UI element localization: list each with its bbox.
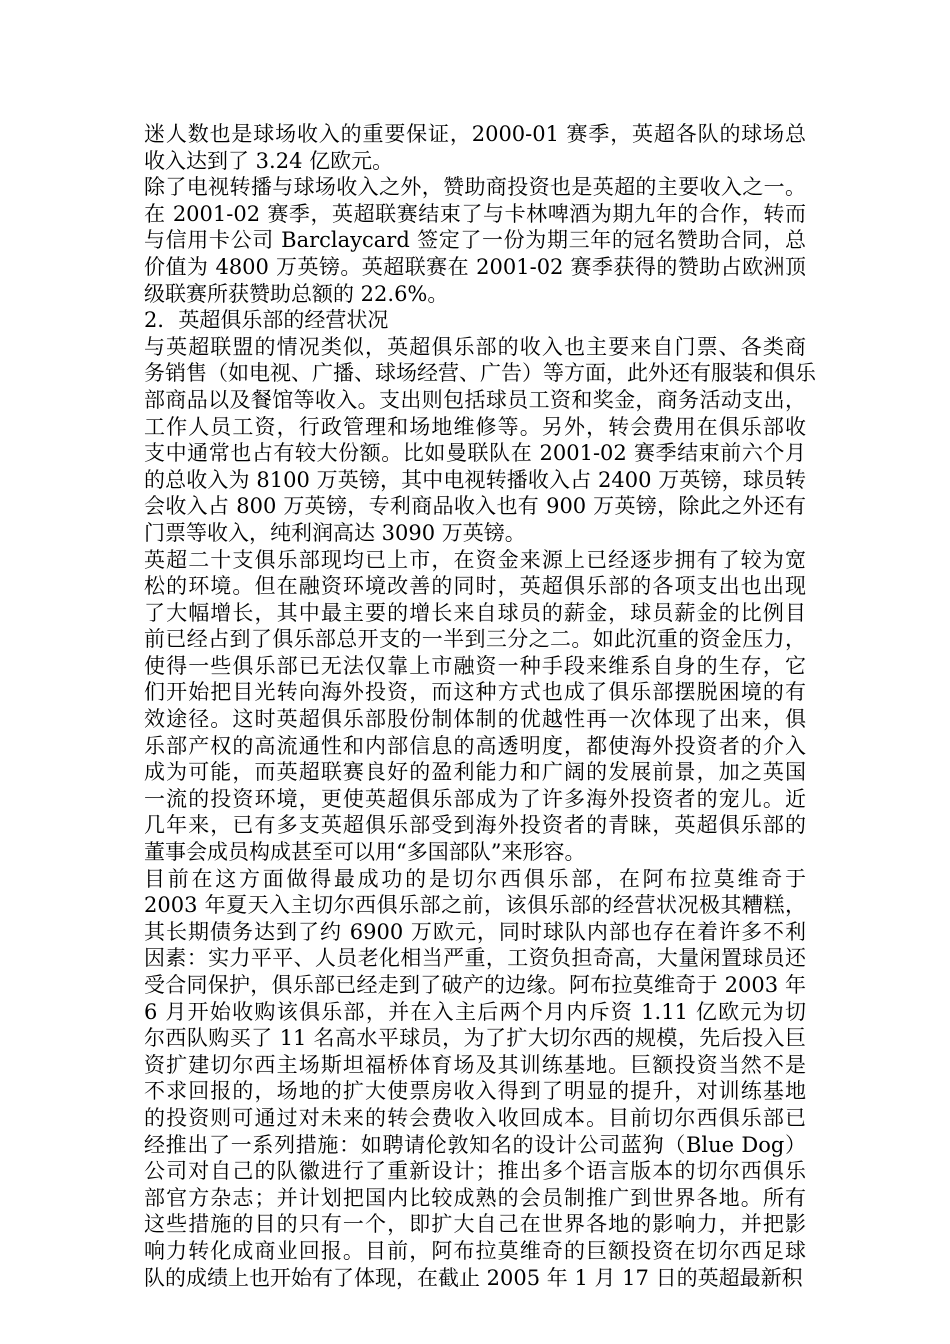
text-line: 们开始把目光转向海外投资，而这种方式也成了俱乐部摆脱困境的有: [144, 680, 806, 705]
text-line: 价值为 4800 万英镑。英超联赛在 2001-02 赛季获得的赞助占欧洲顶: [144, 254, 806, 279]
text-line: 与英超联盟的情况类似，英超俱乐部的收入也主要来自门票、各类商: [144, 334, 806, 359]
text-line: 一流的投资环境，更使英超俱乐部成为了许多海外投资者的宠儿。近: [144, 786, 806, 811]
text-line: 这些措施的目的只有一个，即扩大自己在世界各地的影响力，并把影: [144, 1212, 806, 1237]
text-line: 受合同保护，俱乐部已经走到了破产的边缘。阿布拉莫维奇于 2003 年: [144, 973, 806, 997]
section-heading: [144, 307, 806, 334]
text-line: 会收入占 800 万英镑，专利商品收入也有 900 万英镑，除此之外还有: [144, 494, 806, 519]
text-line: 前已经占到了俱乐部总开支的一半到三分之二。如此沉重的资金压力，: [144, 627, 806, 652]
text-line: 务销售（如电视、广播、球场经营、广告）等方面，此外还有服装和俱乐: [144, 361, 816, 386]
text-line: 松的环境。但在融资环境改善的同时，英超俱乐部的各项支出也出现: [144, 574, 806, 599]
text-line: 的总收入为 8100 万英镑，其中电视转播收入占 2400 万英镑，球员转: [144, 467, 806, 492]
text-line: 部官方杂志；并计划把国内比较成熟的会员制推广到世界各地。所有: [144, 1185, 806, 1210]
paragraph: [144, 547, 806, 866]
text-line: 迷人数也是球场收入的重要保证，2000-01 赛季，英超各队的球场总: [144, 122, 806, 146]
text-line: 英超二十支俱乐部现均已上市，在资金来源上已经逐步拥有了较为宽: [144, 547, 806, 572]
text-line: 尔西队购买了 11 名高水平球员，为了扩大切尔西的规模，先后投入巨: [144, 1026, 806, 1051]
text-line: 使得一些俱乐部已无法仅靠上市融资一种手段来维系自身的生存，它: [144, 653, 806, 678]
text-line: 收入达到了 3.24 亿欧元。: [144, 148, 394, 173]
text-line: 队的成绩上也开始有了体现，在截止 2005 年 1 月 17 日的英超最新积: [144, 1265, 803, 1290]
text-line: 6 月开始收购该俱乐部，并在入主后两个月内斥资 1.11 亿欧元为切: [144, 999, 806, 1024]
text-line: 经推出了一系列措施：如聘请伦敦知名的设计公司蓝狗（Blue Dog）: [144, 1132, 806, 1157]
text-line: 响力转化成商业回报。目前，阿布拉莫维奇的巨额投资在切尔西足球: [144, 1238, 806, 1263]
text-line: 除了电视转播与球场收入之外，赞助商投资也是英超的主要收入之一。: [144, 175, 806, 200]
text-line: 资扩建切尔西主场斯坦福桥体育场及其训练基地。巨额投资当然不是: [144, 1052, 806, 1077]
text-line: 效途径。这时英超俱乐部股份制体制的优越性再一次体现了出来，俱: [144, 707, 806, 732]
text-line: 级联赛所获赞助总额的 22.6%。: [144, 281, 449, 306]
text-line: 门票等收入，纯利润高达 3090 万英镑。: [144, 520, 526, 545]
text-line: 在 2001-02 赛季，英超联赛结束了与卡林啤酒为期九年的合作，转而: [144, 201, 806, 226]
paragraph: [144, 174, 806, 307]
text-line: 乐部产权的高流通性和内部信息的高透明度，都使海外投资者的介入: [144, 733, 806, 758]
text-line: 不求回报的，场地的扩大使票房收入得到了明显的提升，对训练基地: [144, 1079, 806, 1104]
text-line: 董事会成员构成甚至可以用“多国部队”来形容。: [144, 840, 586, 865]
text-line: 因素：实力平平、人员老化相当严重，工资负担奇高，大量闲置球员还: [144, 946, 806, 971]
text-line: 支中通常也占有较大份额。比如曼联队在 2001-02 赛季结束前六个月: [144, 441, 806, 466]
text-line: 2．英超俱乐部的经营状况: [144, 308, 389, 333]
text-line: 公司对自己的队徽进行了重新设计；推出多个语言版本的切尔西俱乐: [144, 1159, 806, 1184]
text-line: 与信用卡公司 Barclaycard 签定了一份为期三年的冠名赞助合同，总: [144, 228, 806, 253]
text-line: 其长期债务达到了约 6900 万欧元，同时球队内部也存在着许多不利: [144, 919, 806, 944]
text-line: 成为可能，而英超联赛良好的盈利能力和广阔的发展前景，加之英国: [144, 760, 806, 785]
text-line: 几年来，已有多支英超俱乐部受到海外投资者的青睐，英超俱乐部的: [144, 813, 806, 838]
document-page: [144, 121, 816, 1291]
text-line: 2003 年夏天入主切尔西俱乐部之前，该俱乐部的经营状况极其糟糕，: [144, 893, 806, 918]
text-line: 部商品以及餐馆等收入。支出则包括球员工资和奖金，商务活动支出，: [144, 387, 806, 412]
text-line: 了大幅增长，其中最主要的增长来自球员的薪金，球员薪金的比例目: [144, 600, 806, 625]
text-line: 目前在这方面做得最成功的是切尔西俱乐部，在阿布拉莫维奇于: [144, 866, 806, 891]
text-line: 的投资则可通过对未来的转会费收入收回成本。目前切尔西俱乐部已: [144, 1105, 806, 1130]
paragraph: [144, 334, 816, 547]
paragraph: [144, 121, 806, 174]
paragraph: [144, 866, 806, 1292]
text-line: 工作人员工资，行政管理和场地维修等。另外，转会费用在俱乐部收: [144, 414, 806, 439]
